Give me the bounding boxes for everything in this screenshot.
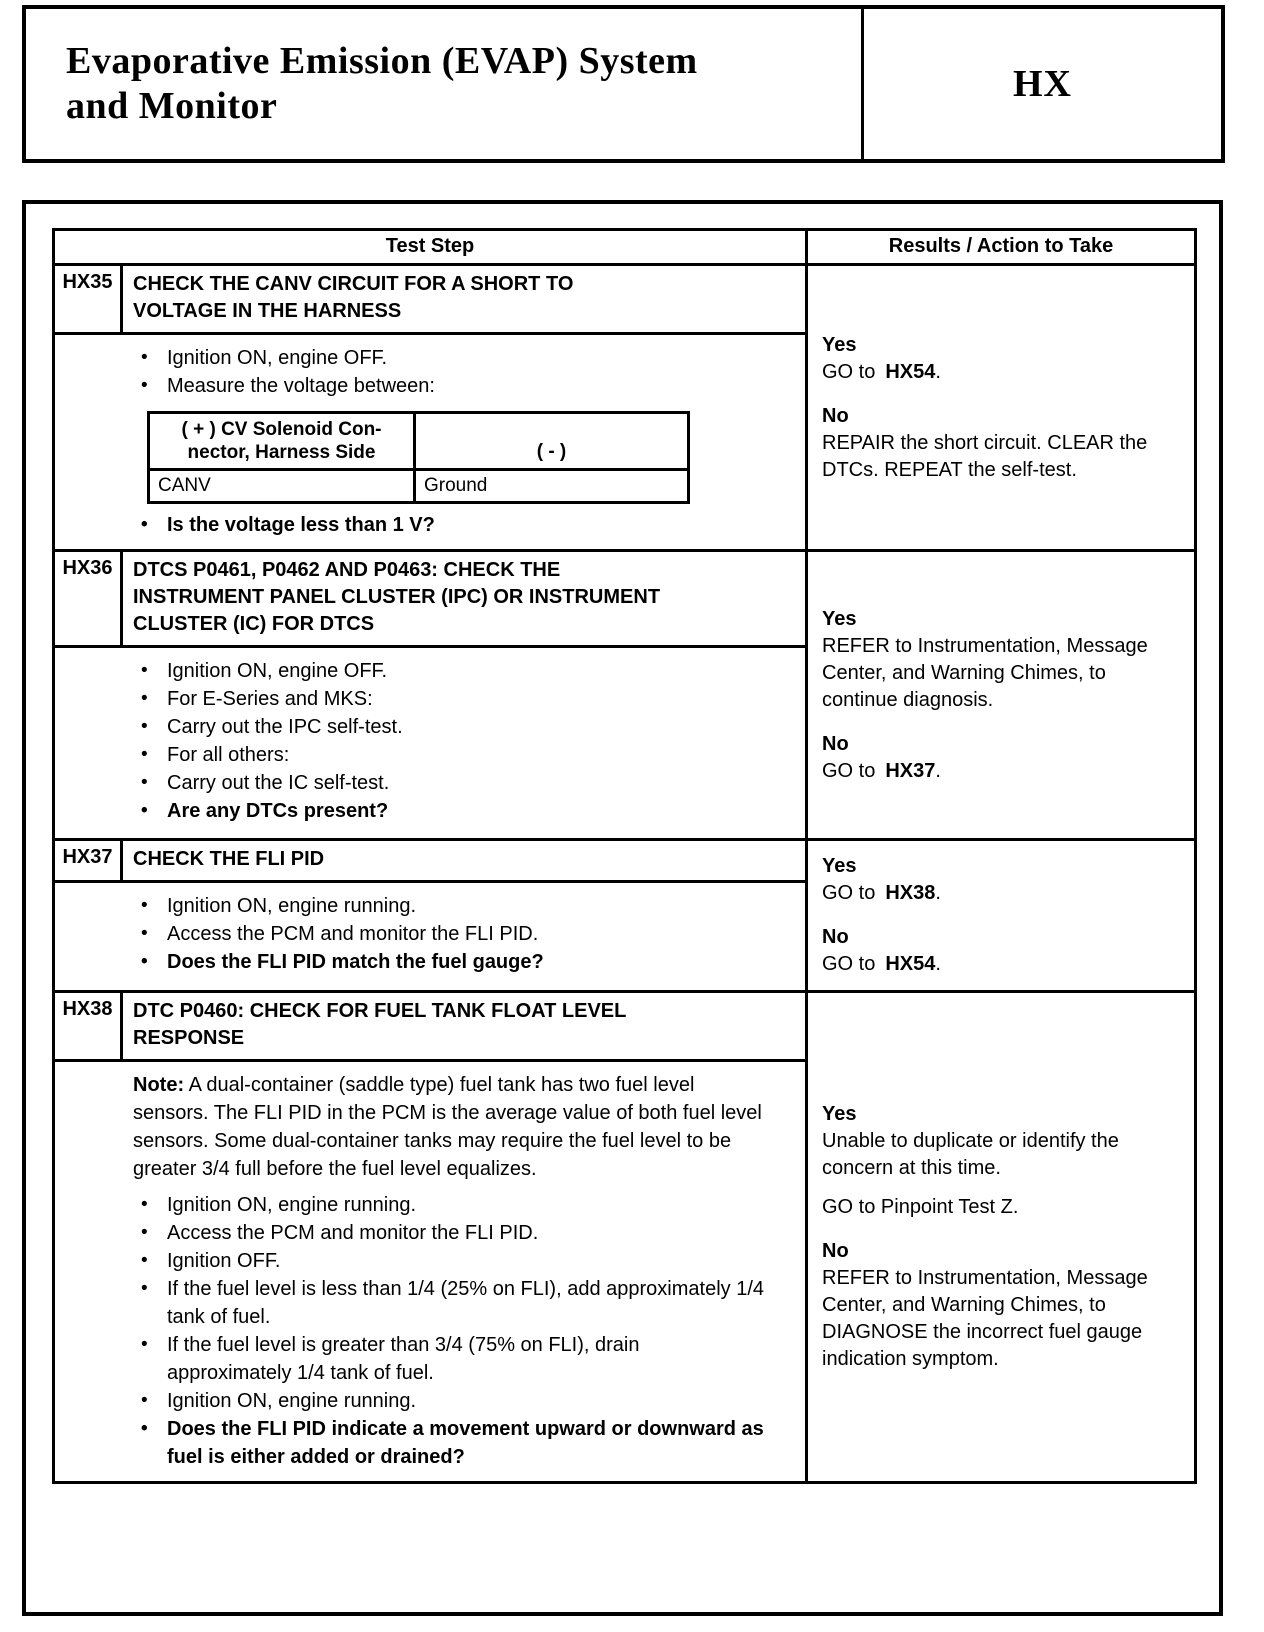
test-step-row-hx36 — [55, 552, 1194, 841]
go-to-ref: HX54 — [885, 360, 936, 383]
measurement-positive-line1: ( + ) CV Solenoid Con- — [181, 419, 382, 440]
test-step-cell — [55, 993, 808, 1481]
yes-label: Yes — [822, 333, 857, 356]
yes-action — [822, 880, 1174, 907]
bullet-text: If the fuel level is less than 1/4 (25% on FLI), add approximately 1/4 tank of fuel. — [167, 1278, 764, 1328]
measurement-table — [147, 411, 690, 504]
document-title-cell — [26, 9, 864, 159]
step-title — [123, 993, 805, 1059]
no-action: REPAIR the short circuit. CLEAR the DTCs. REPEAT the self-test. — [822, 431, 1148, 481]
bullet-text: Ignition ON, engine OFF. — [167, 660, 388, 682]
bullet-text: Ignition OFF. — [167, 1250, 281, 1272]
yes-action: Unable to duplicate or identify the concern at this time. — [822, 1130, 1119, 1179]
section-code-cell — [864, 9, 1221, 159]
table-header-row — [55, 231, 1194, 266]
bullet-text: Ignition ON, engine running. — [167, 895, 417, 917]
bullet-text: Ignition ON, engine running. — [167, 1390, 417, 1412]
bullet-item — [133, 769, 765, 797]
bullet-dot-icon: • — [141, 1418, 148, 1439]
bullet-dot-icon: • — [141, 1222, 148, 1243]
bullet-item — [133, 713, 765, 741]
bullet-dot-icon: • — [141, 744, 148, 765]
no-action — [822, 951, 1174, 978]
no-result — [822, 1238, 1174, 1373]
test-step-cell — [55, 266, 808, 549]
bullet-text: Measure the voltage between: — [167, 375, 435, 397]
step-id: HX37 — [55, 841, 123, 880]
question-item — [133, 797, 765, 825]
yes-result — [822, 606, 1174, 714]
bullet-dot-icon: • — [141, 1250, 148, 1271]
bullet-dot-icon: • — [141, 1194, 148, 1215]
yes-result — [822, 1101, 1174, 1221]
bullet-text: Ignition ON, engine running. — [167, 1194, 417, 1216]
bullet-text: Access the PCM and monitor the FLI PID. — [167, 1222, 539, 1244]
bullet-item — [133, 920, 765, 948]
go-to-suffix: . — [935, 759, 941, 782]
bullet-text: Carry out the IPC self-test. — [167, 716, 403, 738]
question-text: Does the FLI PID match the fuel gauge? — [167, 951, 544, 973]
bullet-dot-icon: • — [141, 923, 148, 944]
bullet-dot-icon: • — [141, 716, 148, 737]
yes-action: REFER to Instrumentation, Message Center, and Warning Chimes, to continue diagnosis. — [822, 634, 1148, 711]
yes-action — [822, 359, 1174, 386]
measurement-table-header — [150, 414, 687, 471]
page-title — [66, 39, 698, 129]
step-title-line: DTCS P0461, P0462 AND P0463: CHECK THE — [133, 559, 561, 581]
step-body — [55, 1062, 805, 1481]
measurement-table-row — [150, 471, 687, 501]
note-text: A dual-container (saddle type) fuel tank has two fuel level sensors. The FLI PID in the PCM is the average value of both fuel level sensors. Some dual-container tanks may require the fuel level to be greater 3/4 full before the fuel level equalizes. — [133, 1074, 762, 1180]
results-cell — [808, 266, 1194, 549]
measurement-positive-line2: nector, Harness Side — [187, 442, 376, 463]
no-label: No — [822, 732, 849, 755]
question-item — [133, 948, 765, 976]
bullet-item — [133, 372, 765, 400]
go-to-text: GO to — [822, 953, 876, 975]
bullet-item — [133, 657, 765, 685]
measurement-negative-value: Ground — [424, 475, 488, 496]
go-to-ref: HX54 — [885, 953, 936, 975]
bullet-text: Ignition ON, engine OFF. — [167, 347, 388, 369]
bullet-item — [133, 1247, 765, 1275]
step-title-line: VOLTAGE IN THE HARNESS — [133, 300, 402, 322]
step-title-line: CLUSTER (IC) FOR DTCS — [133, 613, 375, 635]
question-text: Are any DTCs present? — [167, 800, 389, 822]
step-title-row — [55, 993, 805, 1062]
go-to-text: GO to — [822, 882, 876, 904]
bullet-text: Carry out the IC self-test. — [167, 772, 390, 794]
step-body — [55, 648, 805, 838]
bullet-item — [133, 1219, 765, 1247]
step-body — [55, 883, 805, 990]
bullet-dot-icon: • — [141, 1334, 148, 1355]
note-label: Note: — [133, 1074, 185, 1096]
document-header — [22, 5, 1225, 163]
yes-label: Yes — [822, 855, 857, 877]
measurement-positive-value: CANV — [150, 471, 416, 501]
test-step-row-hx37 — [55, 841, 1194, 993]
question-item — [133, 511, 765, 539]
bullet-item — [133, 1387, 765, 1415]
bullet-dot-icon: • — [141, 660, 148, 681]
yes-result — [822, 332, 1174, 386]
step-title-line: RESPONSE — [133, 1027, 245, 1049]
bullet-dot-icon: • — [141, 347, 148, 368]
test-step-cell — [55, 552, 808, 838]
bullet-item — [133, 1191, 765, 1219]
step-title-row — [55, 841, 805, 883]
bullet-dot-icon: • — [141, 514, 148, 535]
step-title-row — [55, 266, 805, 335]
bullet-item — [133, 741, 765, 769]
go-to-text: GO to — [822, 759, 876, 782]
bullet-item — [133, 344, 765, 372]
test-step-row-hx35 — [55, 266, 1194, 552]
go-to-suffix: . — [935, 953, 941, 975]
go-to-ref: HX37 — [885, 759, 936, 782]
no-label: No — [822, 1240, 849, 1262]
results-cell — [808, 993, 1194, 1481]
step-title-line: CHECK THE FLI PID — [133, 848, 325, 870]
step-title-line: DTC P0460: CHECK FOR FUEL TANK FLOAT LEVEL — [133, 1000, 627, 1022]
bullet-item — [133, 1275, 765, 1331]
bullet-item — [133, 892, 765, 920]
step-id: HX35 — [55, 266, 123, 332]
bullet-text: For E-Series and MKS: — [167, 688, 373, 710]
bullet-dot-icon: • — [141, 951, 148, 972]
test-step-cell — [55, 841, 808, 990]
note-paragraph — [133, 1071, 765, 1183]
measurement-positive-header — [150, 414, 416, 468]
go-to-suffix: . — [935, 360, 941, 383]
yes-action-2: GO to Pinpoint Test Z. — [822, 1196, 1019, 1218]
bullet-dot-icon: • — [141, 800, 148, 821]
yes-result — [822, 853, 1174, 907]
no-action — [822, 758, 1174, 785]
step-title-row — [55, 552, 805, 648]
no-label: No — [822, 404, 849, 427]
yes-label: Yes — [822, 607, 857, 630]
step-title — [123, 552, 805, 645]
step-title-line: CHECK THE CANV CIRCUIT FOR A SHORT TO — [133, 273, 574, 295]
no-result — [822, 731, 1174, 785]
bullet-dot-icon: • — [141, 375, 148, 396]
go-to-text: GO to — [822, 360, 876, 383]
question-text: Is the voltage less than 1 V? — [167, 514, 435, 536]
go-to-ref: HX38 — [885, 882, 936, 904]
bullet-item — [133, 685, 765, 713]
test-step-row-hx38 — [55, 993, 1194, 1481]
results-cell — [808, 841, 1194, 990]
column-header-results: Results / Action to Take — [888, 235, 1114, 257]
go-to-suffix: . — [935, 882, 941, 904]
bullet-text: If the fuel level is greater than 3/4 (75% on FLI), drain approximately 1/4 tank of fuel. — [167, 1334, 640, 1384]
bullet-dot-icon: • — [141, 1278, 148, 1299]
bullet-dot-icon: • — [141, 895, 148, 916]
section-code: HX — [1013, 63, 1072, 105]
no-label: No — [822, 926, 849, 948]
pinpoint-test-table — [52, 228, 1197, 1484]
yes-label: Yes — [822, 1103, 857, 1125]
step-body — [55, 335, 805, 549]
no-result — [822, 403, 1174, 484]
step-title — [123, 841, 805, 880]
step-id: HX36 — [55, 552, 123, 645]
bullet-text: For all others: — [167, 744, 290, 766]
bullet-item — [133, 1331, 765, 1387]
bullet-dot-icon: • — [141, 1390, 148, 1411]
no-action: REFER to Instrumentation, Message Center, and Warning Chimes, to DIAGNOSE the incorrect fuel gauge indication symptom. — [822, 1267, 1148, 1370]
page-title-line2: and Monitor — [66, 85, 278, 127]
bullet-dot-icon: • — [141, 688, 148, 709]
question-text: Does the FLI PID indicate a movement upward or downward as fuel is either added or drained? — [167, 1418, 764, 1468]
step-id: HX38 — [55, 993, 123, 1059]
column-header-test-step: Test Step — [55, 231, 808, 263]
step-title — [123, 266, 805, 332]
measurement-negative-header: ( - ) — [536, 441, 567, 462]
bullet-dot-icon: • — [141, 772, 148, 793]
bullet-text: Access the PCM and monitor the FLI PID. — [167, 923, 539, 945]
page-title-line1: Evaporative Emission (EVAP) System — [66, 40, 698, 82]
results-cell — [808, 552, 1194, 838]
step-title-line: INSTRUMENT PANEL CLUSTER (IPC) OR INSTRUMENT — [133, 586, 661, 608]
no-result — [822, 924, 1174, 978]
content-box — [22, 200, 1223, 1616]
question-item — [133, 1415, 765, 1471]
